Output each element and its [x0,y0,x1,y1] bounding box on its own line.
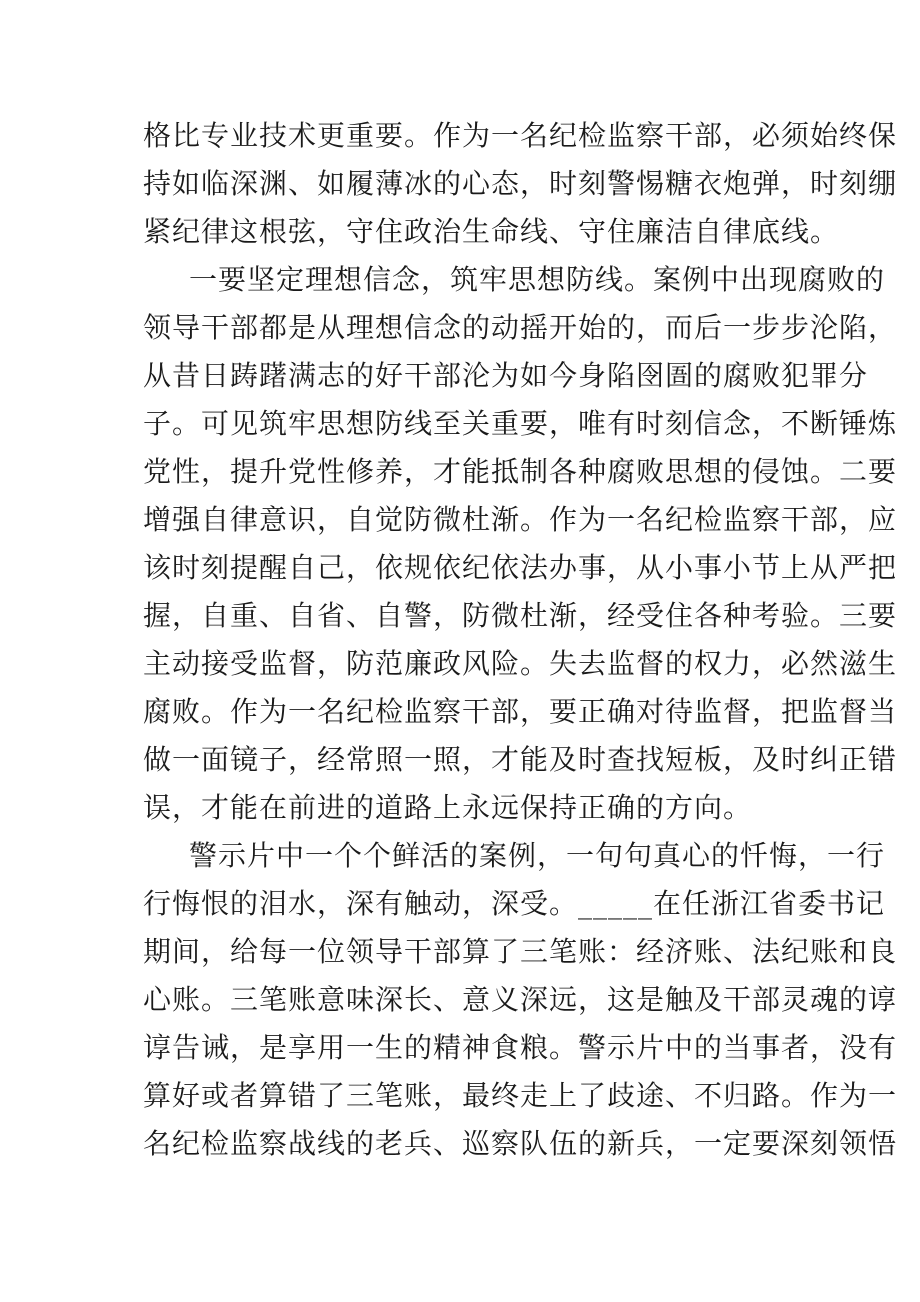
text-line: 握，自重、自省、自警，防微杜渐，经受住各种考验。三要 [143,599,898,632]
text-line: 腐败。作为一名纪检监察干部，要正确对待监督，把监督当 [143,695,898,728]
text-line: 误，才能在前进的道路上永远保持正确的方向。 [143,791,753,824]
text-line: 一要坚定理想信念，筑牢思想防线。案例中出现腐败的 [189,263,886,296]
text-line: 主动接受监督，防范廉政风险。失去监督的权力，必然滋生 [143,647,898,680]
text-line: 警示片中一个个鲜活的案例，一句句真心的忏悔，一行 [189,839,886,872]
text-line: 名纪检监察战线的老兵、巡察队伍的新兵，一定要深刻领悟 [143,1127,898,1160]
text-line: 子。可见筑牢思想防线至关重要，唯有时刻信念，不断锤炼 [143,407,898,440]
text-line: 党性，提升党性修养，才能抵制各种腐败思想的侵蚀。二要 [143,455,898,488]
text-line: 持如临深渊、如履薄冰的心态，时刻警惕糖衣炮弹，时刻绷 [143,167,898,200]
text-line: 心账。三笔账意味深长、意义深远，这是触及干部灵魂的谆 [143,983,898,1016]
text-line: 期间，给每一位领导干部算了三笔账：经济账、法纪账和良 [143,935,898,968]
text-line: 做一面镜子，经常照一照，才能及时查找短板，及时纠正错 [143,743,898,776]
text-line: 格比专业技术更重要。作为一名纪检监察干部，必须始终保 [143,119,898,152]
text-line: 谆告诫，是享用一生的精神食粮。警示片中的当事者，没有 [143,1031,898,1064]
text-line: 行悔恨的泪水，深有触动，深受。_____在任浙江省委书记 [143,887,886,920]
text-line: 增强自律意识，自觉防微杜渐。作为一名纪检监察干部，应 [143,503,898,536]
text-line: 从昔日踌躇满志的好干部沦为如今身陷囹圄的腐败犯罪分 [143,359,869,392]
text-line: 算好或者算错了三笔账，最终走上了歧途、不归路。作为一 [143,1079,898,1112]
text-line: 该时刻提醒自己，依规依纪依法办事，从小事小节上从严把 [143,551,898,584]
text-line: 领导干部都是从理想信念的动摇开始的，而后一步步沦陷， [143,311,898,344]
text-line: 紧纪律这根弦，守住政治生命线、守住廉洁自律底线。 [143,215,840,248]
